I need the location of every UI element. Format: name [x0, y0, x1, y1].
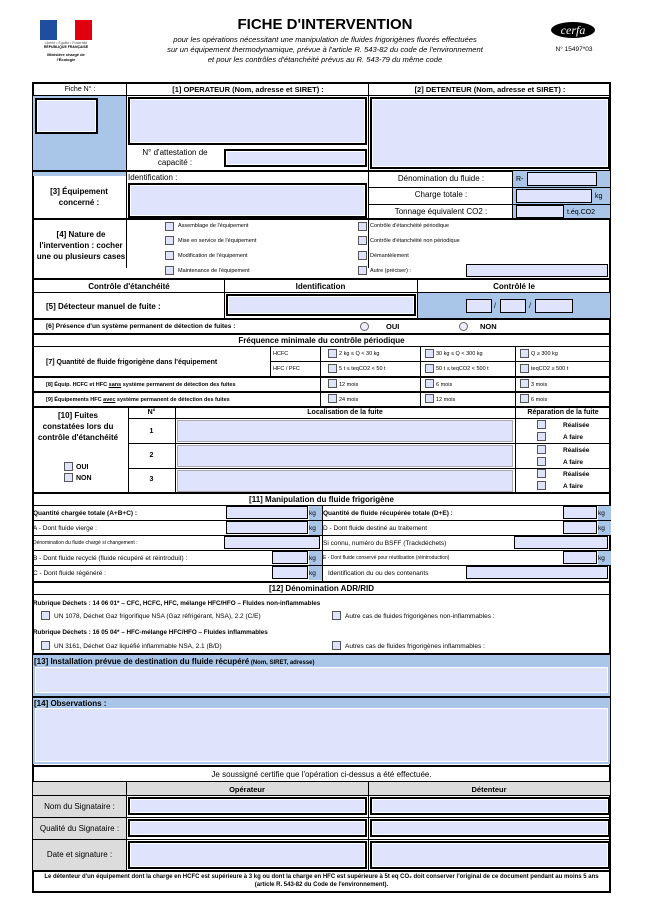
operateur-qualite-input[interactable]: [128, 819, 367, 837]
cerfa-number: N° 15497*03: [555, 46, 593, 53]
checkbox-hfc-3[interactable]: [520, 364, 529, 373]
equipement-identification-input[interactable]: [128, 183, 367, 218]
checkbox-demantelement[interactable]: [358, 251, 367, 260]
detecteur-identification-input[interactable]: [226, 294, 416, 316]
charge-label: Charge totale :: [414, 190, 468, 199]
observations-input[interactable]: [35, 708, 608, 762]
checkbox-fuite-3-a-faire[interactable]: [537, 481, 546, 490]
page-title: FICHE D'INTERVENTION: [237, 16, 413, 33]
detenteur-signature-input[interactable]: [370, 841, 610, 869]
radio-oui[interactable]: [360, 322, 369, 331]
equipement-label: [3] Équipement concerné :: [50, 187, 108, 207]
footer-notice: Le détenteur d'un équipement dont la charge en HCFC est supérieure à 3 kg ou dont la charge en HFC est supérieure à 5t eq CO₂ doit conserver l'original de ce document pendant au moins 5 ans (article R. 543-82 du Code de l'environnement).: [44, 874, 599, 888]
fuite-3-localisation-input[interactable]: [177, 470, 513, 492]
page-subtitle: pour les opérations nécessitant une manipulation de fluides frigorigènes fluorés effectuées sur un équipement thermodynamique, prévue à l'article R. 543-82 du code de l'environnement et pour les contrôles d'étanchéité prévus au R. 543-79 du même code: [167, 35, 483, 64]
checkbox-hfc-1[interactable]: [328, 364, 337, 373]
detenteur-label: [2] DETENTEUR (Nom, adresse et SIRET) :: [414, 85, 566, 94]
fluide-label: Dénomination du fluide :: [397, 174, 485, 183]
destination-input[interactable]: [35, 667, 608, 693]
operateur-signature-input[interactable]: [128, 841, 367, 869]
fuite-2-localisation-input[interactable]: [177, 445, 513, 467]
checkbox-un1078[interactable]: [41, 611, 50, 620]
checkbox-s9-12mois[interactable]: [425, 394, 434, 403]
checkbox-hcfc-1[interactable]: [328, 349, 337, 358]
fiche-number-input[interactable]: [35, 98, 98, 134]
charge-input[interactable]: [516, 189, 592, 203]
checkbox-autres-inflammables[interactable]: [332, 641, 341, 650]
detenteur-input[interactable]: [370, 97, 610, 169]
checkbox-hcfc-2[interactable]: [425, 349, 434, 358]
s8-label: [8] Équip. HCFC et HFC sans système permanent de détection des fuites: [46, 382, 236, 388]
checkbox-fuites-oui[interactable]: [64, 462, 73, 471]
adr-rid-title: [12] Dénomination ADR/RID: [268, 584, 375, 593]
fiche-label: Fiche N° :: [64, 86, 96, 93]
operateur-input[interactable]: [128, 97, 367, 145]
controle-mois-input[interactable]: [500, 299, 526, 313]
destination-label: [13] Installation prévue de destination du fluide récupéré (Nom, SIRET, adresse): [34, 657, 315, 666]
checkbox-un3161[interactable]: [41, 641, 50, 650]
attestation-input[interactable]: [224, 149, 367, 167]
quantite-chargee-input[interactable]: [226, 506, 308, 519]
checkbox-hcfc-3[interactable]: [520, 349, 529, 358]
attestation-label: N° d'attestation de capacité :: [142, 148, 208, 167]
autre-preciser-input[interactable]: [466, 264, 608, 277]
detecteur-label: [5] Détecteur manuel de fuite :: [46, 302, 161, 311]
flag-icon: [40, 20, 92, 40]
detection-permanente-label: [6] Présence d'un système permanent de détection de fuites :: [46, 323, 236, 330]
checkbox-s8-3mois[interactable]: [520, 379, 529, 388]
republique-logo: Liberté • Égalité • Fraternité RÉPUBLIQUE FRANÇAISE Ministère chargé de l'Écologie: [38, 20, 94, 68]
nature-label: [4] Nature de l'intervention : cocher une ou plusieurs cases: [36, 230, 126, 261]
fluide-conserve-input[interactable]: [563, 551, 597, 564]
checkbox-fuite-3-realisee[interactable]: [537, 469, 546, 478]
quantite-recuperee-input[interactable]: [563, 506, 597, 519]
cerfa-logo: cerfa: [551, 22, 595, 38]
fluide-traitement-input[interactable]: [563, 521, 597, 534]
checkbox-s9-6mois[interactable]: [520, 394, 529, 403]
operateur-nom-input[interactable]: [128, 797, 367, 815]
manipulation-title: [11] Manipulation du fluide frigorigène: [249, 495, 394, 504]
checkbox-autre-non-inflammable[interactable]: [332, 611, 341, 620]
quantite-label: [7] Quantité de fluide frigorigène dans l'équipement: [46, 359, 218, 366]
operateur-label: [1] OPERATEUR (Nom, adresse et SIRET) :: [172, 85, 324, 94]
fluide-vierge-input[interactable]: [226, 521, 308, 534]
checkbox-fuites-non[interactable]: [64, 473, 73, 482]
tonnage-input[interactable]: [516, 205, 564, 218]
checkbox-modification[interactable]: [165, 251, 174, 260]
checkbox-maintenance[interactable]: [165, 266, 174, 275]
contenants-input[interactable]: [466, 566, 608, 579]
denomination-changement-input[interactable]: [224, 536, 320, 549]
detenteur-qualite-input[interactable]: [370, 819, 610, 837]
checkbox-fuite-1-a-faire[interactable]: [537, 432, 546, 441]
checkbox-fuite-2-realisee[interactable]: [537, 445, 546, 454]
checkbox-s8-6mois[interactable]: [425, 379, 434, 388]
fluide-recycle-input[interactable]: [272, 551, 308, 564]
fuites-label: [10] Fuites constatées lors du contrôle d'étanchéité: [37, 411, 119, 442]
certification-text: Je soussigné certifie que l'opération ci-dessus a été effectuée.: [211, 770, 432, 779]
checkbox-mise-en-service[interactable]: [165, 236, 174, 245]
checkbox-autre[interactable]: [358, 266, 367, 275]
tonnage-label: Tonnage équivalent CO2 :: [394, 207, 488, 216]
checkbox-s8-12mois[interactable]: [328, 379, 337, 388]
frequence-title: Fréquence minimale du contrôle périodique: [238, 336, 405, 345]
checkbox-controle-non-periodique[interactable]: [358, 236, 367, 245]
checkbox-hfc-2[interactable]: [425, 364, 434, 373]
fuite-1-localisation-input[interactable]: [177, 420, 513, 442]
checkbox-fuite-1-realisee[interactable]: [537, 420, 546, 429]
checkbox-controle-periodique[interactable]: [358, 222, 367, 231]
checkbox-assemblage[interactable]: [165, 222, 174, 231]
checkbox-s9-24mois[interactable]: [328, 394, 337, 403]
fluide-input[interactable]: [527, 172, 597, 186]
identification-label: Identification :: [128, 173, 178, 182]
fluide-regenere-input[interactable]: [272, 566, 308, 579]
observations-label: [14] Observations :: [34, 699, 107, 708]
s9-label: [9] Équipements HFC avec système permanent de détection des fuites: [46, 397, 230, 403]
checkbox-fuite-2-a-faire[interactable]: [537, 457, 546, 466]
detenteur-nom-input[interactable]: [370, 797, 610, 815]
controle-jour-input[interactable]: [466, 299, 492, 313]
controle-annee-input[interactable]: [535, 299, 573, 313]
radio-non[interactable]: [459, 322, 468, 331]
bsff-input[interactable]: [514, 536, 608, 549]
